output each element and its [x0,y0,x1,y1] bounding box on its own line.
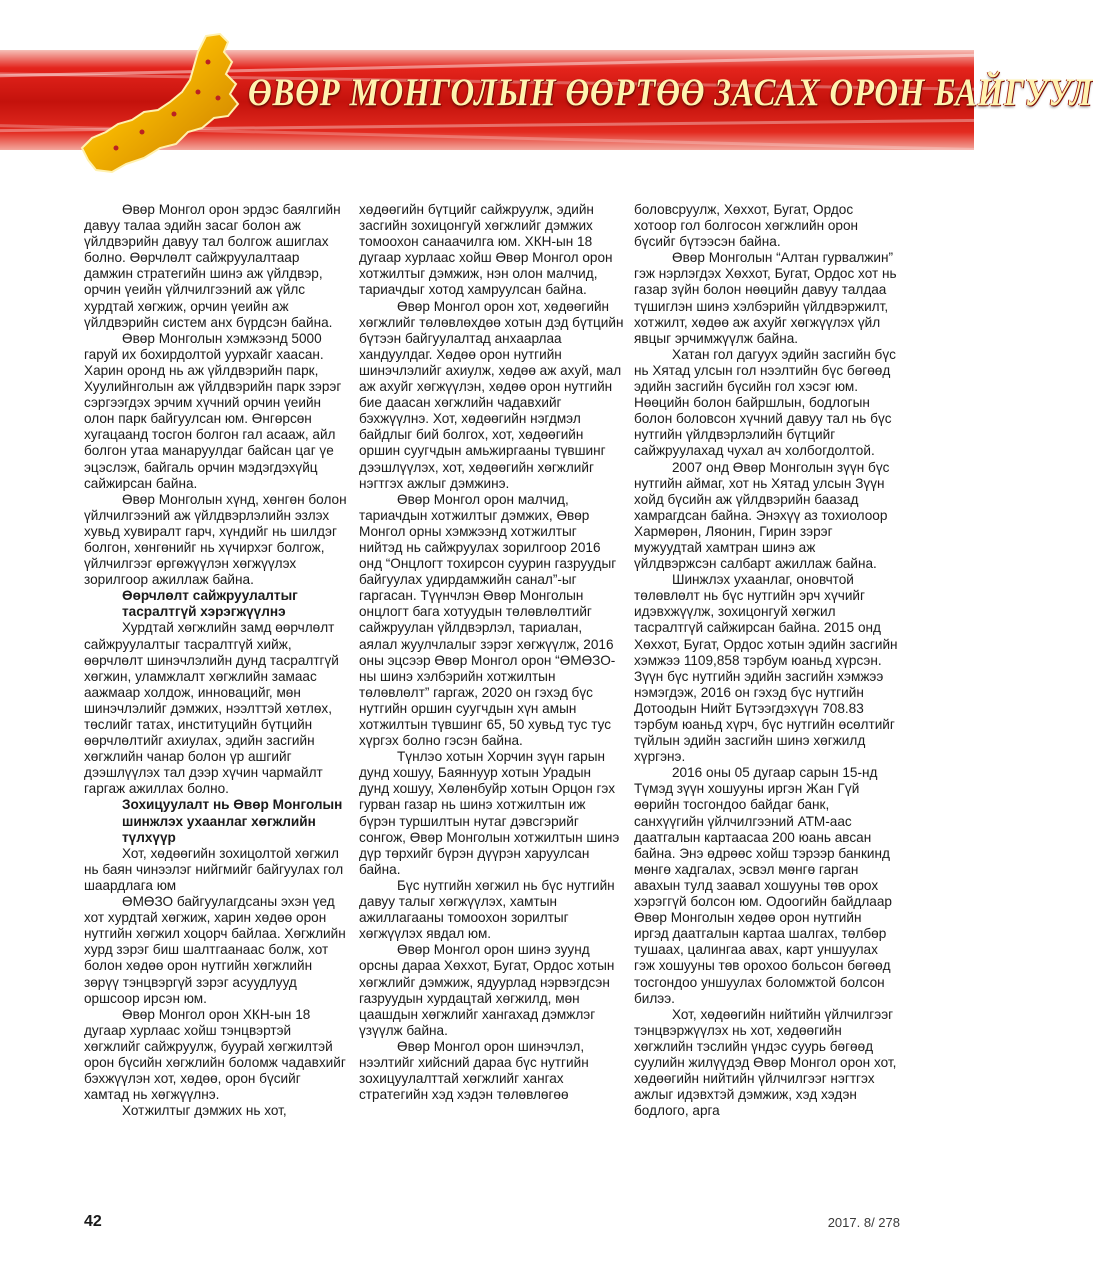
issue-number: 2017. 8/ 278 [827,1215,900,1230]
paragraph: Өвөр Монгол орон эрдэс баялгийн давуу талаа эдийн засаг болон аж үйлдвэрийн давуу тал болгож ашиглах болно. Өөрчлөлт сайжруулалтаар дамжин стратегийн шинэ аж үйлдвэр, орчин үеийн үйлчилгээний аж үйлс хурдтай хөгжиж, орчин үеийн аж үйлдвэрийн систем анх бүрдсэн байна. [84,202,341,330]
paragraph: Өвөр Монгол орон шинэчлэл, нээлтийг хийсний дараа бүс нутгийн зохицуулалттай хөгжлийг хангах стратегийн хэд хэдэн төлөвлөгөө [359,1038,589,1103]
paragraph: Өвөр Монгол орон шинэ зуунд орсны дараа Хөххот, Бугат, Ордос хотын хөгжлийг дэмжиж, ядуурлад нэрвэгдсэн газруудын хурдацтай хөгжилд, мөн цаашдын хөгжлийг хангахад дэмжлэг үзүүлж байна. [359,942,615,1038]
paragraph: 2007 онд Өвөр Монголын зүүн бүс нутгийн аймаг, хот нь Хятад улсын Зүүн хойд бүсийн аж үйлдвэрийн баазад хамрагдсан байна. Энэхүү аз тохиолоор Хармөрөн, Ляонин, Гирин зэрэг мужуудтай хамтран шинэ аж үйлдвэржсэн салбарт ажиллаж байна. [634,459,890,572]
paragraph: боловсруулж, Хөххот, Бугат, Ордос хотоор гол болгосон хөгжлийн орон бүсийг бүтээсэн байна. [634,202,859,250]
paragraph: Шинжлэх ухаанлаг, оновчтой төлөвлөлт нь бүс нутгийн эрч хүчийг идэвхжүүлж, зохицонгуй хөгжил тасралтгүй сайжирсан байна. 2015 онд Хөххот, Бугат, Ордос хотын эдийн засгийн хэмжээ 1109,858 тэрбум юаньд хүрсэн. Зүүн бүс нутгийн эдийн засгийн хэмжээ нэмэгдэж, 2016 он гэхэд бүс нутгийн Дотоодын Нийт Бүтээгдэхүүн 708.83 тэрбум юаньд хүрч, бүс нутгийн өсөлтийг түйлын эдийн засгийн шинэ хөгжилд хүргэнэ. [634,572,898,765]
section-heading: Зохицуулалт нь Өвөр Монголын шинжлэх ухаанлаг хөгжлийн түлхүүр [122,797,343,845]
paragraph: ӨМӨЗО байгуулагдсаны эхэн үед хот хурдтай хөгжиж, харин хөдөө орон нутгийн хөгжил хоцорч байлаа. Хөгжлийн хурд зэрэг биш шалтгаанаас болж, хот болон хөдөө орон нутгийн хөгжлийн зөрүү тэнцвэргүй зэрэг асуудлууд оршсоор ирсэн юм. [84,894,346,1006]
paragraph: Өвөр Монгол орон малчид, тариачдын хотжилтыг дэмжих, Өвөр Монгол орны хэмжээнд хотжилтыг нийтэд нь сайжруулах зорилгоор 2016 онд “Онцлогт тохирсон суурин газруудыг байгуулах удирдамжийн санал”-ыг гаргасан. Түүнчлэн Өвөр Монголын онцлогт бага хотуудын төлөвлөлтийг сайжруулан үйлдвэрлэл, тариалан, аялал жуулчлалыг зэрэг хөгжүүлж, 2016 оны эцсээр Өвөр Монгол орон “ӨМӨЗО-ны шинэ хэлбэрийн хотжилтын төлөвлөлт” гаргаж, 2020 он гэхэд бүс нутгийн оршин суугчдын хүн амын хотжилтын түвшинг 65, 50 хувьд тус тус хүргэх болно гэсэн байна. [359,491,617,749]
inner-mongolia-map-icon [78,32,268,192]
paragraph: Хотжилтыг дэмжих нь хот, [122,1103,287,1119]
paragraph: Бүс нутгийн хөгжил нь бүс нутгийн давуу талыг хөгжүүлэх, хамтын ажиллагааны томоохон зорилтыг хөгжүүлэх явдал юм. [359,877,615,942]
paragraph: Өвөр Монголын “Алтан гурвалжин” гэж нэрлэгдэх Хөххот, Бугат, Ордос хот нь газар зүйн болон нөөцийн давуу талдаа түшиглэн шинэ хэлбэрийн үйлдвэржилт, хотжилт, хөдөө аж ахуйг хөгжүүлэх үйл явцыг эрчимжүүлж байна. [634,250,897,346]
paragraph: Түнлэо хотын Хорчин зүүн гарын дунд хошуу, Баяннуур хотын Урадын дунд хошуу, Хөлөнбуйр хотын Орцон гэх гурван газар нь шинэ хотжилтын иж бүрэн туршилтын нутаг дэвсгэрийг сонгож, Өвөр Монголын хотжилтын шинэ дүр төрхийг бүрэн дүүрэн харуулсан байна. [359,749,620,877]
text-column-2 [359,202,624,1119]
page-title: ӨВӨР МОНГОЛЫН ӨӨРТӨӨ ЗАСАХ ОРОН БАЙГУУЛ [248,71,1093,114]
page-number: 42 [84,1213,102,1230]
paragraph: Өвөр Монголын хүнд, хөнгөн болон үйлчилгээний аж үйлдвэрлэлийн эзлэх хувьд хувиралт гарч, хүндийг нь шилдэг болгон, хөнгөнийг нь хүчирхэг болгож, үйлчилгээг өргөжүүлэн хөгжүүлэх зорилгоор ажиллаж байна. [84,491,347,588]
paragraph: Хот, хөдөөгийн нийтийн үйлчилгээг тэнцвэржүүлэх нь хот, хөдөөгийн хөгжлийн тэслийн үндэс суурь бөгөөд суулийн жилүүдэд Өвөр Монгол орон хот, хөдөөгийн нийтийн үйлчилгээг нэгтгэх ажлыг идэвхтэй дэмжиж, хэд хэдэн бодлого, арга [634,1006,897,1119]
paragraph: Хот, хөдөөгийн зохицолтой хөгжил нь баян чинээлэг нийгмийг байгуулах гол шаардлага юм [84,845,344,893]
text-column-1 [84,202,349,1119]
paragraph: хөдөөгийн бүтцийг сайжруулж, эдийн засгийн зохицонгуй хөгжлийг дэмжих томоохон санаачилга юм. ХКН-ын 18 дугаар хурлаас хойш Өвөр Монгол орон хотжилтыг дэмжиж, нэн олон малчид, тариачдыг хотод хамруулсан байна. [359,202,613,298]
paragraph: Өвөр Монгол орон ХКН-ын 18 дугаар хурлаас хойш тэнцвэртэй хөгжлийг сайжруулж, буурай хөгжилтэй орон бүсийн хөгжлийн боломж чадавхийг бэхжүүлэн хот, хөдөө, орон бүсийг хамтад нь хөгжүүлнэ. [84,1006,346,1103]
paragraph: Хатан гол дагуух эдийн засгийн бүс нь Хятад улсын гол нээлтийн бүс бөгөөд эдийн засгийн бүсийн гол хэсэг юм. Нөөцийн болон байршлын, бодлогын болон боловсон хүчний давуу тал нь бүс нутгийн үйлдвэрлэлийн бүтцийг сайжруулахад чухал ач холбогдолтой. [634,346,896,459]
paragraph: 2016 оны 05 дугаар сарын 15-нд Түмэд зүүн хошууны иргэн Жан Гүй өөрийн тосгондоо байдаг банк, санхүүгийн үйлчилгээний АТМ-аас даатгалын картаасаа 200 юань авсан байна. Энэ өдрөөс хойш тэрээр банкинд мөнгө хадгалах, эсвэл мөнгө гарган авахын тулд заавал хошууны төв орох хэрэггүй болсон юм. Одоогийн байдлаар Өвөр Монголын хөдөө орон нутгийн иргэд даатгалын картаа шалгах, төлбөр тушаах, цалингаа авах, карт уншуулах гэж хошууны төв орохоо больсон бөгөөд тосгондоо уншуулах боломжтой болсон билээ. [634,765,892,1006]
article-body [84,202,899,1119]
section-heading: Өөрчлөлт сайжруулалтыг тасралтгүй хэрэгжүүлнэ [122,588,298,620]
paragraph: Хурдтай хөгжлийн замд өөрчлөлт сайжруулалтыг тасралтгүй хийж, өөрчлөлт шинэчлэлийн дунд тасралтгүй хөгжин, уламжлалт хөгжлийн замаас аажмаар холдож, инновацийг, мөн шинэчлэлийг дэмжих, нээлттэй хөтлөх, төслийг татах, институцийн бүтцийн өөрчлөлтийг ахиулах, эдийн засгийн хөгжлийн чанар болон үр ашгийг дээшлүүлэх тал дээр хүчин чармайлт гаргаж ажиллах болно. [84,620,339,797]
text-column-3 [634,202,899,1119]
paragraph: Өвөр Монголын хэмжээнд 5000 гаруй их бохирдолтой уурхайг хаасан. Харин оронд нь аж үйлдвэрийн парк, Хуулийнголын аж үйлдвэрийн парк зэрэг сэргээгдэх эрчим хүчний орчин үеийн олон парк байгуулсан юм. Өнгөрсөн хугацаанд тосгон болгон гал асааж, айл болгон утаа манаруулдаг байсан цаг үе эцэслэж, байгаль орчин мэдэгдэхүйц сайжирсан байна. [84,330,342,491]
paragraph: Өвөр Монгол орон хот, хөдөөгийн хөгжлийг төлөвлөхдөө хотын дэд бүтцийн бүтээн байгуулалтад анхаарлаа хандуулдаг. Хөдөө орон нутгийн шинэчлэлийг ахиулж, хөдөө аж ахуй, мал аж ахуйг хөгжүүлэн, хөдөө орон нутгийн бие даасан хөгжлийн чадавхийг бэхжүүлнэ. Хот, хөдөөгийн нэгдмэл байдлыг бий болгох, хот, хөдөөгийн оршин суугчдын амьжиргааны түвшинг дээшлүүлэх, хот, хөдөөгийн хөгжлийг нэгтгэх ажлыг дэмжинэ. [359,298,624,491]
